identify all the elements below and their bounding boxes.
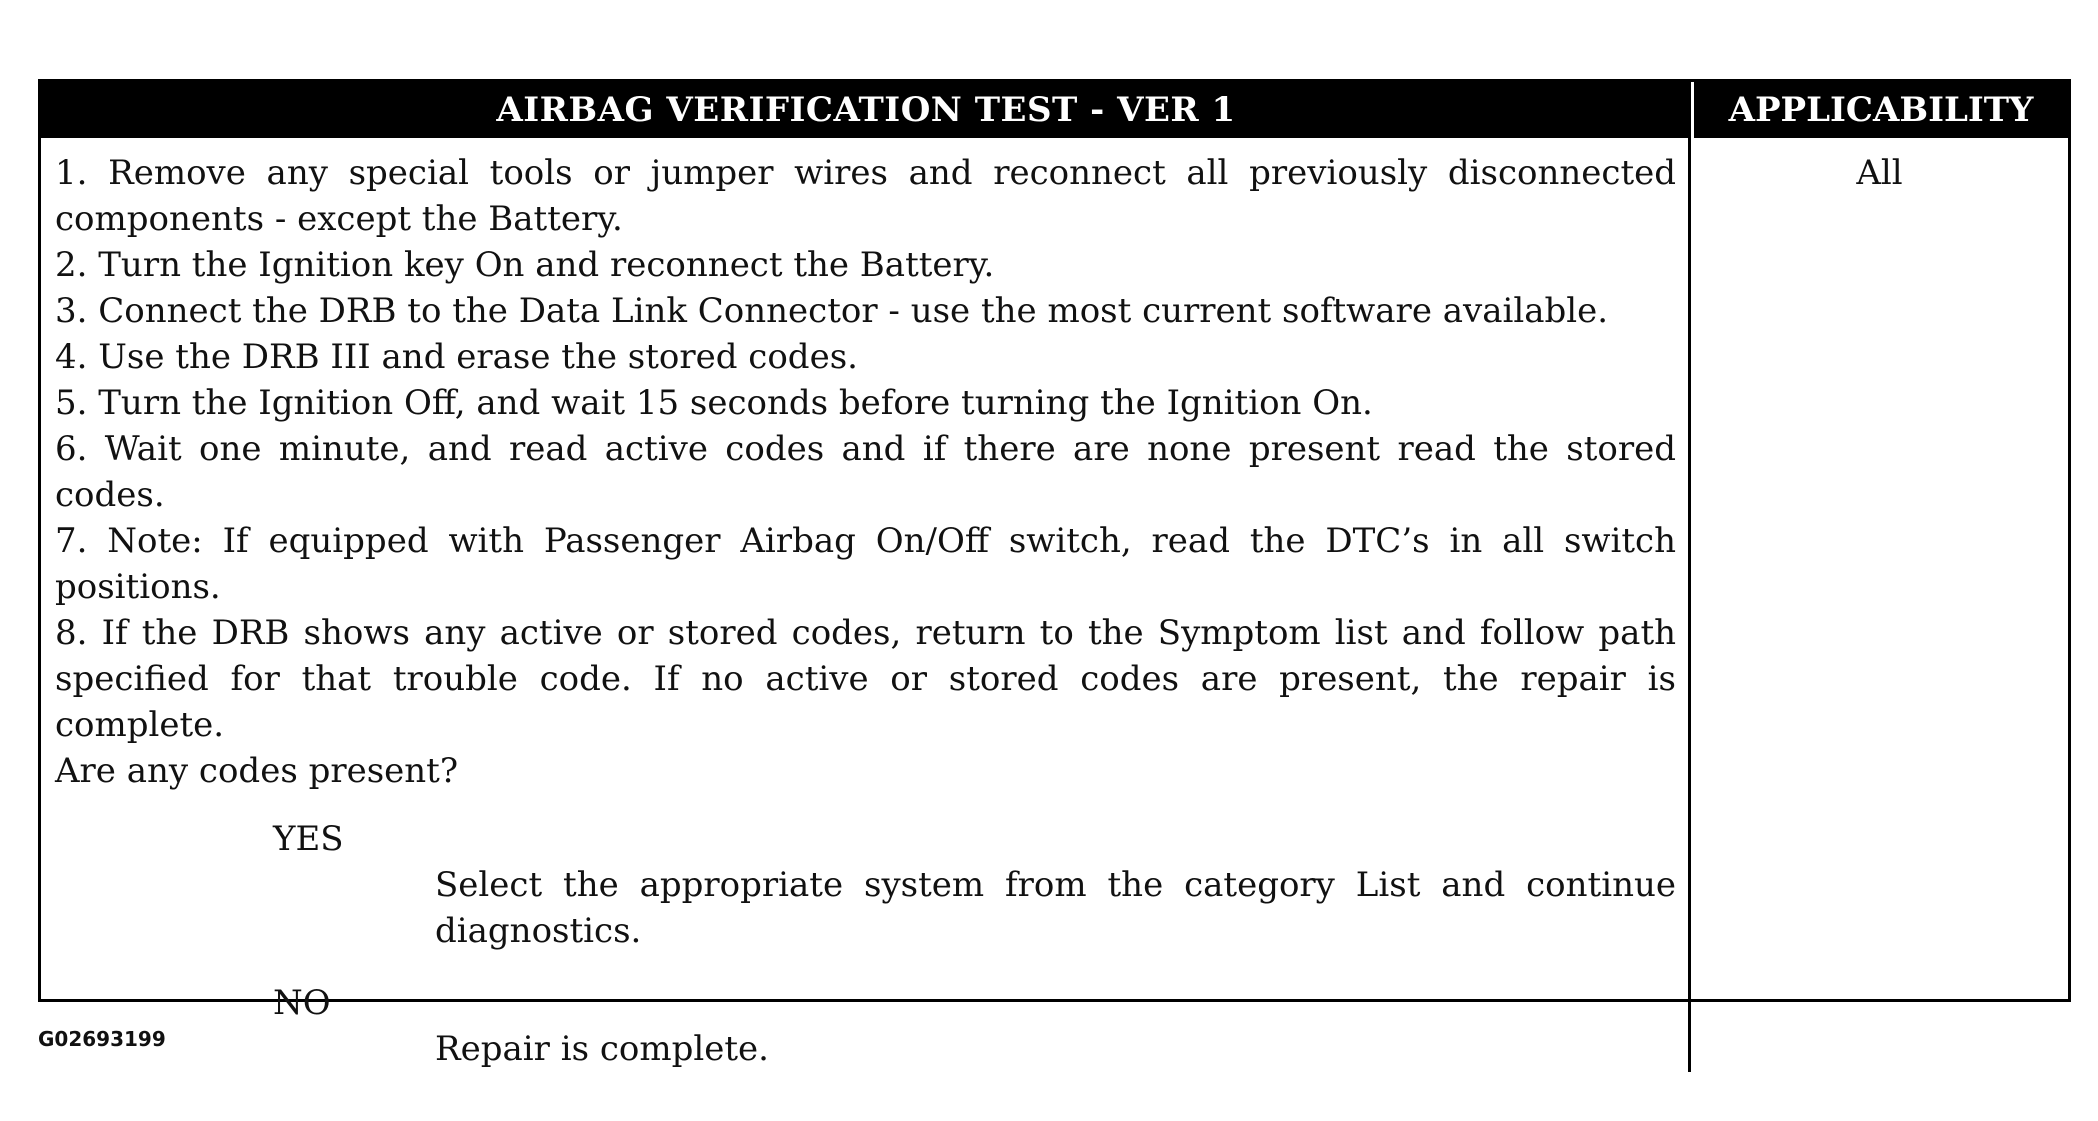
table-body-row: [41, 138, 2068, 1072]
yes-answer: [55, 816, 1676, 954]
procedure-step: 6. Wait one minute, and read active codes and if there are none present read the stored codes.: [55, 429, 1676, 515]
procedure-question: Are any codes present?: [55, 751, 459, 791]
procedure-step: 7. Note: If equipped with Passenger Airbag On/Off switch, read the DTC’s in all switch positions.: [55, 521, 1676, 607]
no-label: NO: [273, 983, 331, 1023]
figure-id: G02693199: [38, 1027, 166, 1051]
procedure-step: 5. Turn the Ignition Off, and wait 15 seconds before turning the Ignition On.: [55, 383, 1373, 423]
procedure-step: 4. Use the DRB III and erase the stored codes.: [55, 337, 858, 377]
test-title: AIRBAG VERIFICATION TEST - VER 1: [496, 90, 1236, 130]
applicability-header: APPLICABILITY: [1691, 82, 2068, 138]
applicability-value: All: [1856, 153, 1903, 193]
procedure-step: 1. Remove any special tools or jumper wires and reconnect all previously disconnected components - except the Battery.: [55, 153, 1676, 239]
table-header-row: [41, 82, 2068, 138]
yes-label: YES: [273, 819, 344, 859]
yes-action-text: Select the appropriate system from the category List and continue diagnostics.: [435, 865, 1676, 951]
procedure-step: 3. Connect the DRB to the Data Link Connector - use the most current software available.: [55, 291, 1609, 331]
no-answer: [55, 980, 1676, 1072]
test-procedure-cell: [41, 138, 1691, 1072]
procedure-step: 8. If the DRB shows any active or stored codes, return to the Symptom list and follow path specified for that trouble code. If no active or stored codes are present, the repair is complete.: [55, 613, 1676, 745]
procedure-step: 2. Turn the Ignition key On and reconnect the Battery.: [55, 245, 995, 285]
no-action-text: Repair is complete.: [435, 1029, 769, 1069]
